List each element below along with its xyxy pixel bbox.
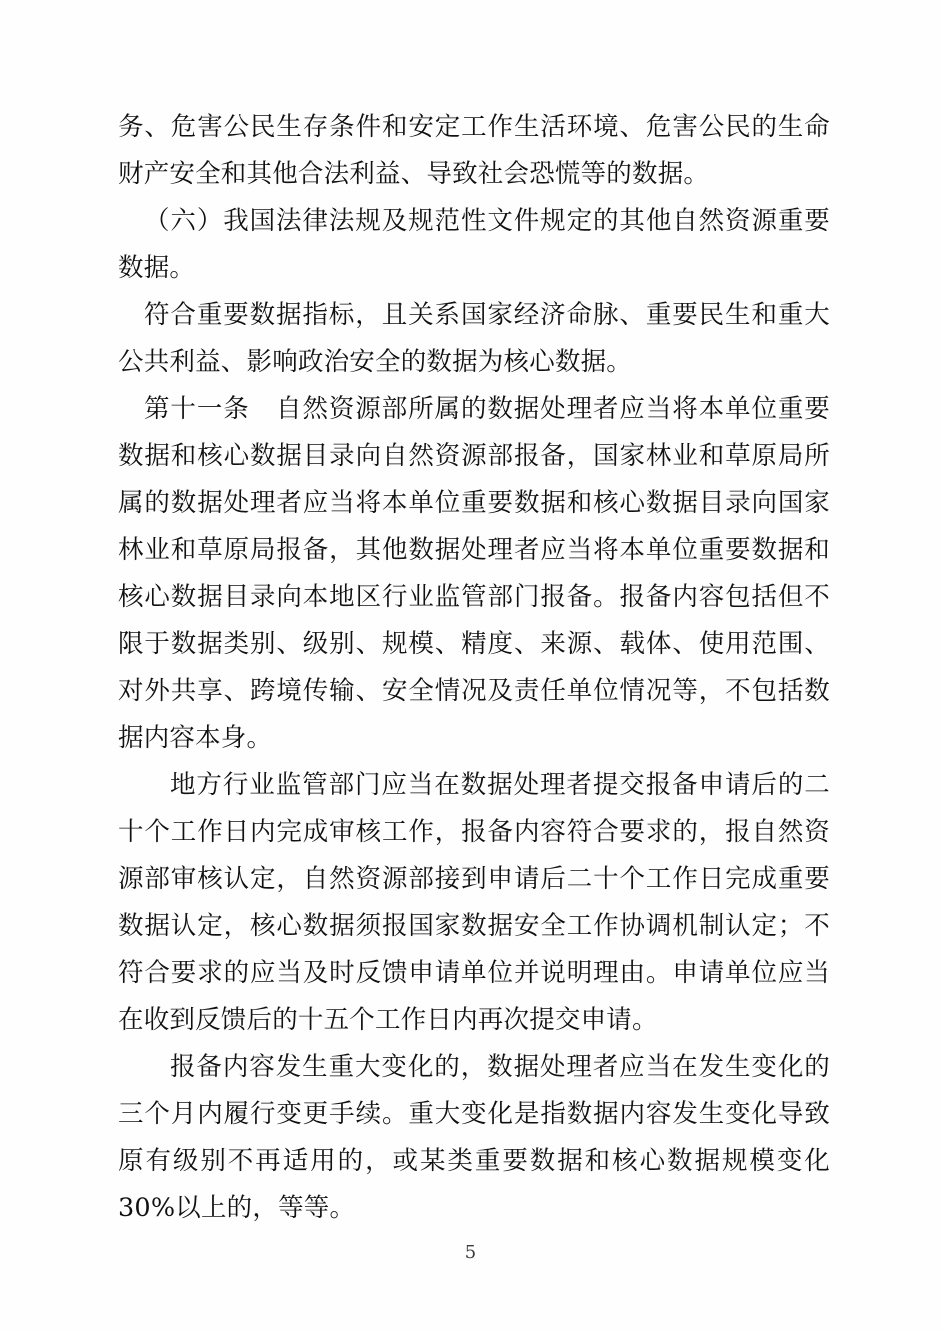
paragraph-core-data-definition: 符合重要数据指标，且关系国家经济命脉、重要民生和重大公共利益、影响政治安全的数据为核心数据。 [118, 300, 830, 377]
paragraph-local-review-process: 地方行业监管部门应当在数据处理者提交报备申请后的二十个工作日内完成审核工作，报备内容符合要求的，报自然资源部审核认定，自然资源部接到申请后二十个工作日完成重要数据认定，核心数据须报国家数据安全工作协调机制认定；不符合要求的应当及时反馈申请单位并说明理由。申请单位应当在收到反馈后的十五个工作日内再次提交申请。 [118, 770, 830, 1035]
paragraph-continuation-item-five: 务、危害公民生存条件和安定工作生活环境、危害公民的生命财产安全和其他合法利益、导致社会恐慌等的数据。 [118, 112, 830, 189]
paragraph-item-six: （六）我国法律法规及规范性文件规定的其他自然资源重要数据。 [118, 206, 830, 283]
page-number: 5 [464, 1242, 477, 1263]
page-body-text [118, 104, 830, 1232]
paragraph-major-change: 报备内容发生重大变化的，数据处理者应当在发生变化的三个月内履行变更手续。重大变化是指数据内容发生变化导致原有级别不再适用的，或某类重要数据和核心数据规模变化30%以上的，等等。 [118, 1052, 830, 1223]
paragraph-article-eleven: 第十一条 自然资源部所属的数据处理者应当将本单位重要数据和核心数据目录向自然资源部报备，国家林业和草原局所属的数据处理者应当将本单位重要数据和核心数据目录向国家林业和草原局报备，其他数据处理者应当将本单位重要数据和核心数据目录向本地区行业监管部门报备。报备内容包括但不限于数据类别、级别、规模、精度、来源、载体、使用范围、对外共享、跨境传输、安全情况及责任单位情况等，不包括数据内容本身。 [118, 394, 830, 753]
